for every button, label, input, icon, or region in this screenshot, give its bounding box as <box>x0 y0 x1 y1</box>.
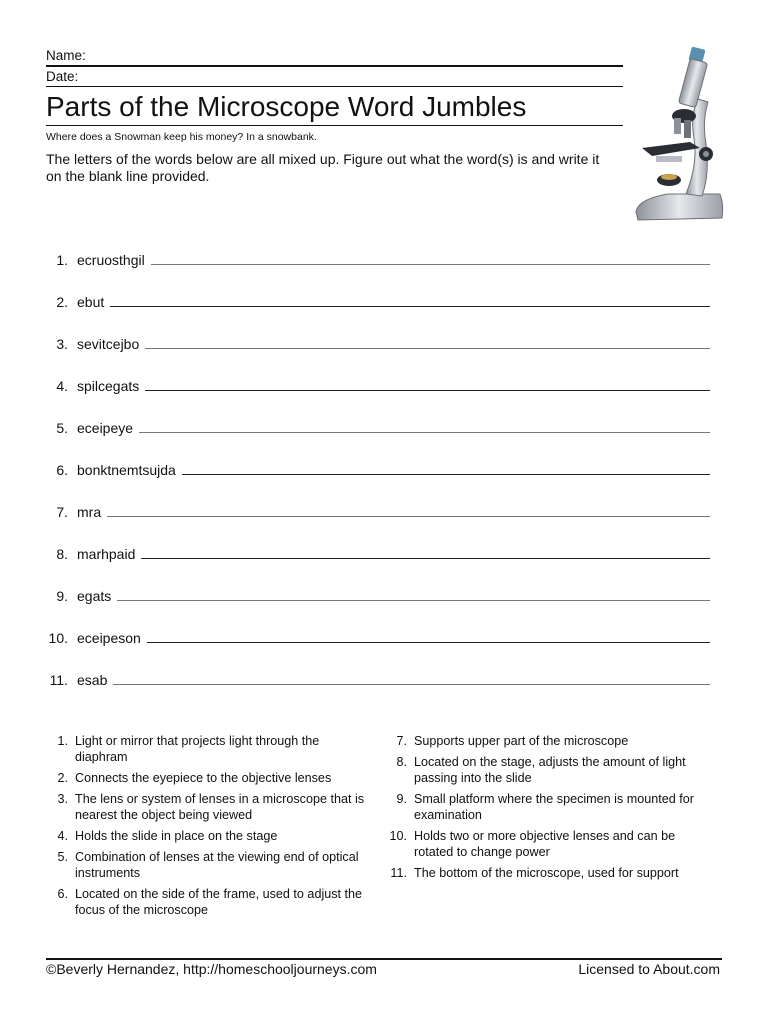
answer-line[interactable] <box>110 306 710 307</box>
jumble-item <box>46 666 710 688</box>
jumble-item <box>46 288 710 310</box>
answer-line[interactable] <box>145 390 710 391</box>
jumble-word: esab <box>77 672 108 688</box>
jumble-number: 10. <box>48 630 68 646</box>
jumble-number: 2. <box>56 294 68 310</box>
answer-line[interactable] <box>182 474 710 475</box>
clue-item <box>46 849 365 881</box>
clue-text: Small platform where the specimen is mounted for examination <box>414 792 694 822</box>
clue-item <box>46 770 365 786</box>
answer-line[interactable] <box>117 600 710 601</box>
answer-line[interactable] <box>147 642 710 643</box>
page-title: Parts of the Microscope Word Jumbles <box>46 89 623 126</box>
footer-copyright: ©Beverly Hernandez, http://homeschooljourneys.com <box>46 961 377 977</box>
jumble-item <box>46 414 710 436</box>
footer-divider <box>46 958 722 960</box>
jumble-word: marhpaid <box>77 546 136 562</box>
clue-text: Light or mirror that projects light through the diaphram <box>75 734 320 764</box>
date-field[interactable] <box>46 69 623 87</box>
footer-license: Licensed to About.com <box>578 961 720 977</box>
clue-text: The lens or system of lenses in a microscope that is nearest the object being viewed <box>75 792 365 822</box>
answer-line[interactable] <box>139 432 710 433</box>
clue-item <box>46 733 365 765</box>
jumble-item <box>46 330 710 352</box>
clue-text: Supports upper part of the microscope <box>414 734 629 748</box>
answer-line[interactable] <box>145 348 710 349</box>
microscope-icon <box>628 44 728 226</box>
jumble-word: bonktnemtsujda <box>77 462 176 478</box>
jumble-item <box>46 498 710 520</box>
clue-item <box>46 791 365 823</box>
clue-number: 7. <box>396 734 407 748</box>
instructions-text: The letters of the words below are all mixed up. Figure out what the word(s) is and write it on the blank line provided. <box>46 151 600 184</box>
name-field[interactable] <box>46 48 623 67</box>
clue-text: Combination of lenses at the viewing end of optical instruments <box>75 850 359 880</box>
jumble-number: 3. <box>56 336 68 352</box>
jumble-number: 11. <box>49 672 68 688</box>
clue-item <box>385 865 704 881</box>
jumble-item <box>46 624 710 646</box>
clue-text: Holds the slide in place on the stage <box>75 829 278 843</box>
jumble-word: ebut <box>77 294 105 310</box>
jumble-number: 6. <box>56 462 68 478</box>
clue-item <box>385 754 704 786</box>
clue-text: The bottom of the microscope, used for support <box>414 866 679 880</box>
clue-item <box>46 828 365 844</box>
name-label: Name: <box>46 48 86 63</box>
answer-line[interactable] <box>151 264 710 265</box>
clue-number: 2. <box>57 771 68 785</box>
clue-text: Connects the eyepiece to the objective lenses <box>75 771 332 785</box>
clue-number: 9. <box>396 792 407 806</box>
clue-number: 5. <box>57 850 68 864</box>
jumble-item <box>46 582 710 604</box>
jumble-number: 1. <box>56 252 68 268</box>
clue-number: 3. <box>57 792 68 806</box>
jumble-word: eceipeye <box>77 420 134 436</box>
jumble-number: 4. <box>56 378 68 394</box>
jumble-item <box>46 372 710 394</box>
jumble-word: ecruosthgil <box>77 252 145 268</box>
clue-number: 10. <box>389 829 407 843</box>
answer-line[interactable] <box>107 516 710 517</box>
jumble-number: 7. <box>56 504 68 520</box>
jumble-word: egats <box>77 588 112 604</box>
answer-line[interactable] <box>141 558 710 559</box>
jumble-word: mra <box>77 504 102 520</box>
clue-item <box>46 886 365 918</box>
jumble-word: sevitcejbo <box>77 336 140 352</box>
jumble-word: eceipeson <box>77 630 141 646</box>
clue-text: Located on the stage, adjusts the amount of light passing into the slide <box>414 755 686 785</box>
clue-number: 8. <box>396 755 407 769</box>
jumble-number: 8. <box>56 546 68 562</box>
answer-line[interactable] <box>113 684 710 685</box>
clue-number: 4. <box>57 829 68 843</box>
clue-item <box>385 733 704 749</box>
clue-text: Located on the side of the frame, used to adjust the focus of the microscope <box>75 887 363 917</box>
jumble-word: spilcegats <box>77 378 140 394</box>
riddle-text: Where does a Snowman keep his money? In a snowbank. <box>46 131 317 143</box>
jumble-number: 5. <box>56 420 68 436</box>
clue-number: 11. <box>390 866 407 880</box>
clue-item <box>385 791 704 823</box>
clue-number: 6. <box>57 887 68 901</box>
jumble-number: 9. <box>56 588 68 604</box>
jumble-item <box>46 456 710 478</box>
jumble-item <box>46 540 710 562</box>
clue-text: Holds two or more objective lenses and can be rotated to change power <box>414 829 676 859</box>
jumble-item <box>46 246 710 268</box>
date-label: Date: <box>46 69 79 84</box>
clue-number: 1. <box>57 734 68 748</box>
clue-item <box>385 828 704 860</box>
